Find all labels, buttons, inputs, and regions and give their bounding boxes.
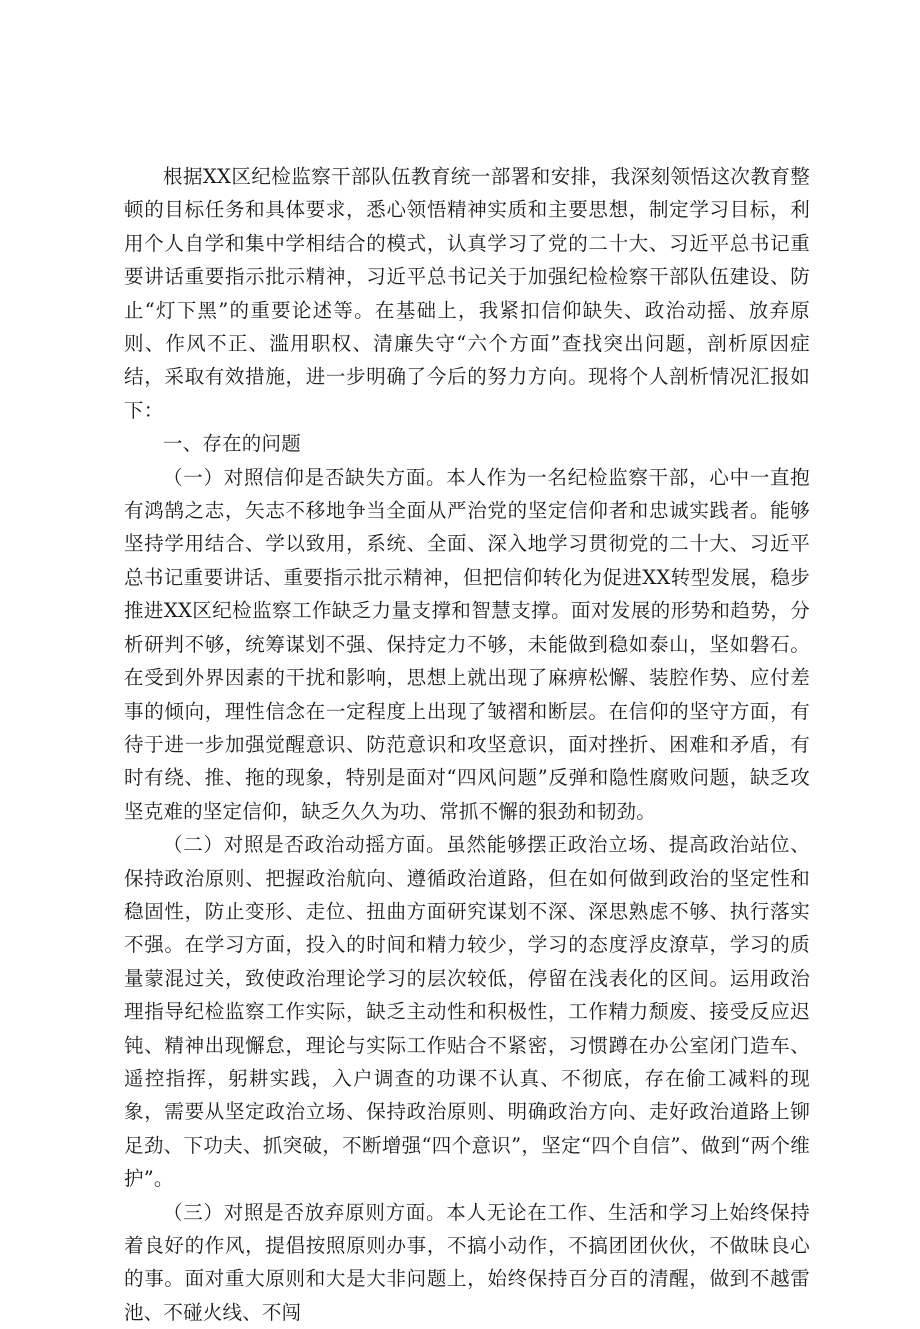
- intro-paragraph: 根据XX区纪检监察干部队伍教育统一部署和安排，我深刻领悟这次教育整顿的目标任务和具体要求，悉心领悟精神实质和主要思想，制定学习目标，利用个人自学和集中学相结合的模式，认真学习了党的二十大、习近平总书记重要讲话重要指示批示精神，习近平总书记关于加强纪检检察干部队伍建设、防止“灯下黑”的重要论述等。在基础上，我紧扣信仰缺失、政治动摇、放弃原则、作风不正、滥用职权、清廉失守“六个方面”查找突出问题，剖析原因症结，采取有效措施，进一步明确了今后的努力方向。现将个人剖析情况汇报如下：: [124, 165, 810, 422]
- section-heading: 一、存在的问题: [163, 432, 301, 456]
- paragraph-2: （二）对照是否政治动摇方面。虽然能够摆正政治立场、提高政治站位、保持政治原则、把握政治航向、遵循政治道路，但在如何做到政治的坚定性和稳固性，防止变形、走位、扭曲方面研究谋划不深、深思熟虑不够、执行落实不强。在学习方面，投入的时间和精力较少，学习的态度浮皮潦草，学习的质量蒙混过关，致使政治理论学习的层次较低，停留在浅表化的区间。运用政治理指导纪检监察工作实际，缺乏主动性和积极性，工作精力颓废、接受反应迟钝、精神出现懈怠，理论与实际工作贴合不紧密，习惯蹲在办公室闭门造车、遥控指挥，躬耕实践，入户调查的功课不认真、不彻底，存在偷工减料的现象，需要从坚定政治立场、保持政治原则、明确政治方向、走好政治道路上铆足劲、下功夫、抓突破，不断增强“四个意识”，坚定“四个自信”、做到“两个维护”。: [124, 833, 810, 1191]
- document-body: [124, 160, 810, 1329]
- paragraph-1: （一）对照信仰是否缺失方面。本人作为一名纪检监察干部，心中一直抱有鸿鹄之志，矢志不移地争当全面从严治党的坚定信仰者和忠诚实践者。能够坚持学用结合、学以致用，系统、全面、深入地学习贯彻党的二十大、习近平总书记重要讲话、重要指示批示精神，但把信仰转化为促进XX转型发展，稳步推进XX区纪检监察工作缺乏力量支撑和智慧支撑。面对发展的形势和趋势，分析研判不够，统筹谋划不强、保持定力不够，未能做到稳如泰山，坚如磐石。在受到外界因素的干扰和影响，思想上就出现了麻痹松懈、装腔作势、应付差事的倾向，理性信念在一定程度上出现了皱褶和断层。在信仰的坚守方面，有待于进一步加强觉醒意识、防范意识和攻坚意识，面对挫折、困难和矛盾，有时有绕、推、拖的现象，特别是面对“四风问题”反弹和隐性腐败问题，缺乏攻坚克难的坚定信仰，缺乏久久为功、常抓不懈的狠劲和韧劲。: [124, 465, 810, 823]
- paragraph-3: （三）对照是否放弃原则方面。本人无论在工作、生活和学习上始终保持着良好的作风，提倡按照原则办事，不搞小动作，不搞团团伙伙，不做昧良心的事。面对重大原则和大是大非问题上，始终保持百分百的清醒，做到不越雷池、不碰火线、不闯: [124, 1200, 810, 1324]
